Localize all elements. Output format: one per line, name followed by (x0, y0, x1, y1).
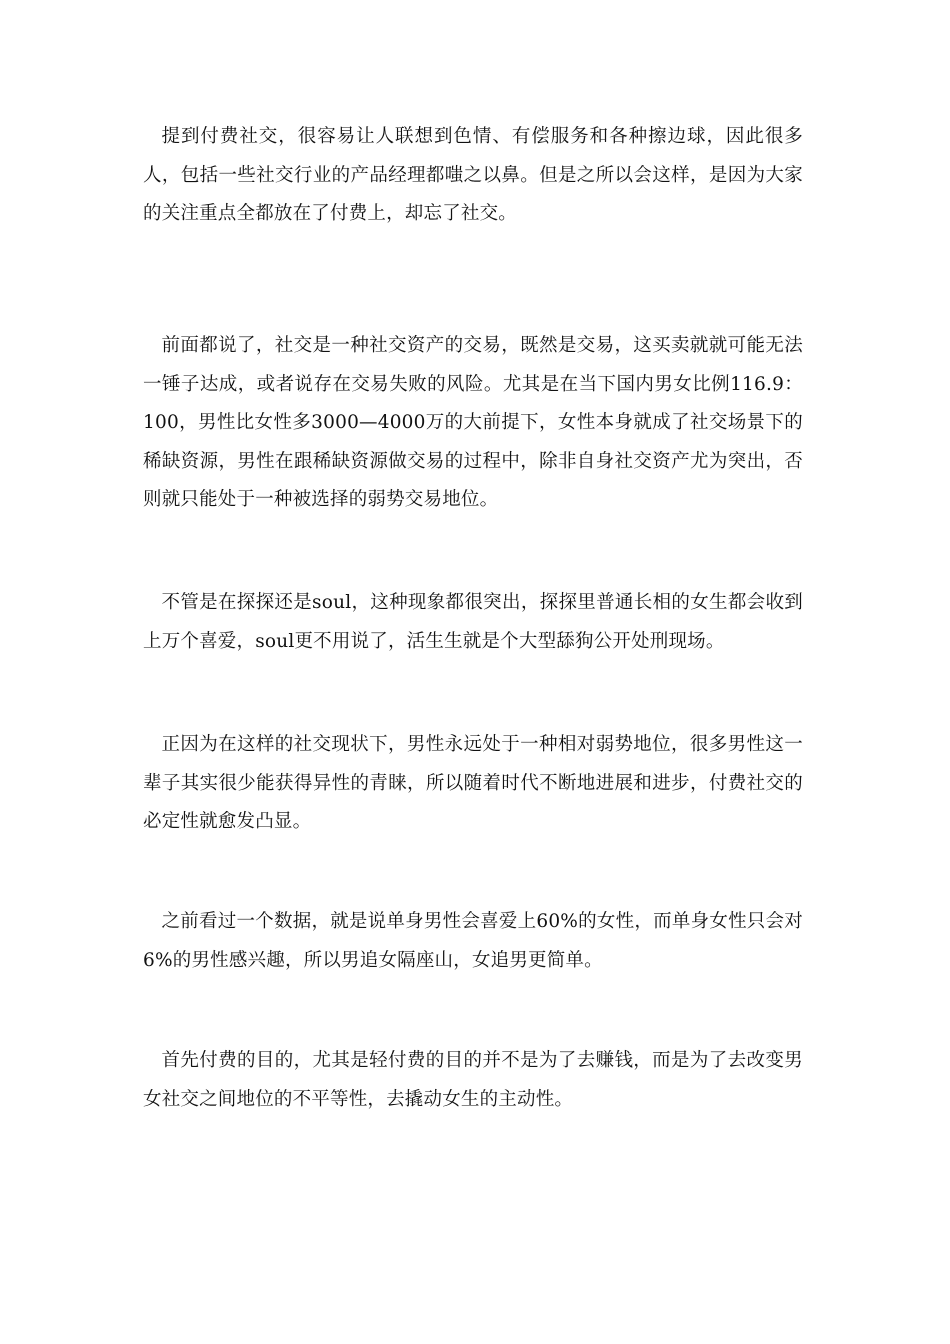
paragraph-4: 正因为在这样的社交现状下，男性永远处于一种相对弱势地位，很多男性这一辈子其实很少能获得异性的青睐，所以随着时代不断地进展和进步，付费社交的必定性就愈发凸显。 (143, 734, 803, 832)
paragraph-3: 不管是在探探还是soul，这种现象都很突出，探探里普通长相的女生都会收到上万个喜爱，soul更不用说了，活生生就是个大型舔狗公开处刑现场。 (143, 592, 803, 652)
paragraph-2: 前面都说了，社交是一种社交资产的交易，既然是交易，这买卖就就可能无法一锤子达成，或者说存在交易失败的风险。尤其是在当下国内男女比例116.9：100，男性比女性多3000—4000万的大前提下，女性本身就成了社交场景下的稀缺资源，男性在跟稀缺资源做交易的过程中，除非自身社交资产尤为突出，否则就只能处于一种被选择的弱势交易地位。 (143, 335, 803, 510)
paragraph-1: 提到付费社交，很容易让人联想到色情、有偿服务和各种擦边球，因此很多人，包括一些社交行业的产品经理都嗤之以鼻。但是之所以会这样，是因为大家的关注重点全都放在了付费上，却忘了社交。 (143, 126, 803, 224)
paragraph-5: 之前看过一个数据，就是说单身男性会喜爱上60%的女性，而单身女性只会对6%的男性感兴趣，所以男追女隔座山，女追男更简单。 (143, 911, 803, 971)
paragraph-6: 首先付费的目的，尤其是轻付费的目的并不是为了去赚钱，而是为了去改变男女社交之间地位的不平等性，去撬动女生的主动性。 (143, 1050, 803, 1110)
